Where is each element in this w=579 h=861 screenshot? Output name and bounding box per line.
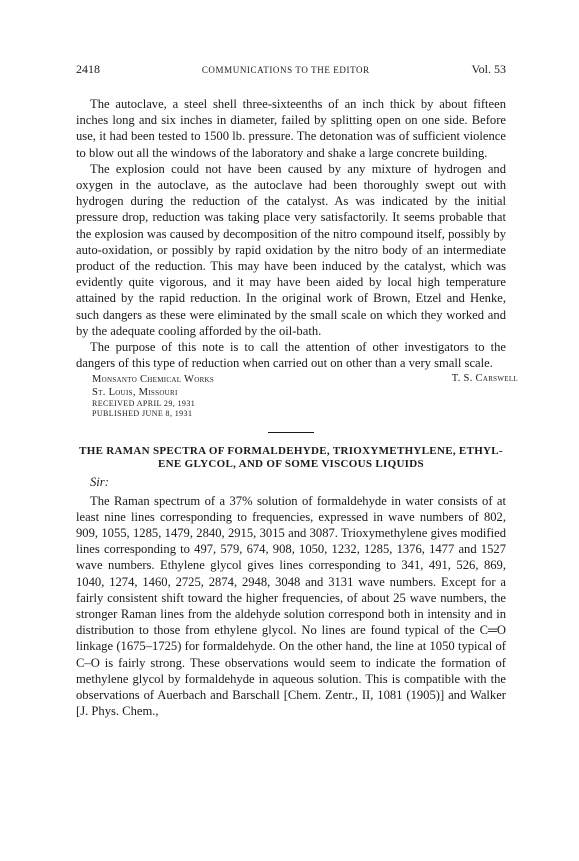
- volume-number: Vol. 53: [471, 62, 506, 76]
- second-article-body: [76, 493, 506, 720]
- affiliation: Monsanto Chemical Works: [92, 374, 215, 386]
- paragraph: The purpose of this note is to call the attention of other investigators to the dangers of this type of reduction when carried out on other than a very small scale.: [76, 340, 506, 371]
- journal-section: COMMUNICATIONS TO THE EDITOR: [201, 65, 370, 75]
- author-name: T. S. Carswell: [451, 373, 518, 385]
- paragraph: The explosion could not have been caused by any mixture of hydrogen and oxygen in the autoclave, as the autoclave had been thoroughly swept out with hydrogen during the reduction of the catalyst. As was indicated by the initial pressure drop, reduction was taking place very satisfactorily. It seems probable that the explosion was caused by decomposition of the nitro compound itself, possibly by auto-oxidation, or possibly by rapid oxidation by the nitro body of an intermediate product of the reduction. This may have been induced by the catalyst, which was evidently quite vigorous, and it may have been aided by local high temperature attained by the rapid reduction. In the original work of Brown, Etzel and Henke, such dangers as these were eliminated by the small scale on which they worked and by the adequate cooling afforded by the oil-bath.: [76, 161, 506, 338]
- journal-page: [76, 62, 518, 720]
- page-number: 2418: [76, 62, 100, 76]
- paragraph: The autoclave, a steel shell three-sixteenths of an inch thick by about fifteen inches long and six inches in diameter, failed by splitting open on one side. Before use, it had been tested to 1500 lb. pressure. The detonation was of sufficient violence to blow out all the windows of the laboratory and shake a large concrete building.: [76, 97, 506, 160]
- location: St. Louis, Missouri: [92, 387, 178, 399]
- article-title-line: THE RAMAN SPECTRA OF FORMALDEHYDE, TRIOXYMETHYLENE, ETHYL-: [79, 445, 503, 458]
- salutation: Sir:: [90, 475, 109, 490]
- published-date: PUBLISHED JUNE 8, 1931: [92, 408, 193, 418]
- running-head: [76, 62, 506, 82]
- signature-block: [92, 373, 518, 418]
- article-title: [76, 445, 506, 471]
- received-date: RECEIVED APRIL 29, 1931: [92, 399, 196, 409]
- section-divider: [268, 432, 314, 433]
- paragraph: The Raman spectrum of a 37% solution of formaldehyde in water consists of at least nine lines corresponding to frequencies, expressed in wave numbers of 802, 909, 1055, 1285, 1479, 2840, 2915, 3015 and 3087. Trioxymethylene gives modified lines corresponding to 497, 579, 674, 908, 1050, 1232, 1285, 1376, 1477 and 1527 wave numbers. Ethylene glycol gives lines corresponding to 341, 491, 526, 869, 1040, 1274, 1460, 2725, 2874, 2948, 3048 and 3131 wave numbers. Except for a fairly consistent shift toward the higher frequencies, of about 25 wave numbers, the stronger Raman lines from the aldehyde solution correspond both in intensity and in distribution to those from ethylene glycol. No lines are found typical of the C═O linkage (1675–1725) for formaldehyde. On the other hand, the line at 1050 typical of C–O is fairly strong. These observations would seem to indicate the formation of methylene glycol by formaldehyde in aqueous solution. This is compatible with the observations of Auerbach and Barschall [Chem. Zentr., II, 1081 (1905)] and Walker [J. Phys. Chem.,: [76, 493, 506, 719]
- article-title-line: ENE GLYCOL, AND OF SOME VISCOUS LIQUIDS: [158, 458, 424, 471]
- first-article-body: [76, 96, 506, 371]
